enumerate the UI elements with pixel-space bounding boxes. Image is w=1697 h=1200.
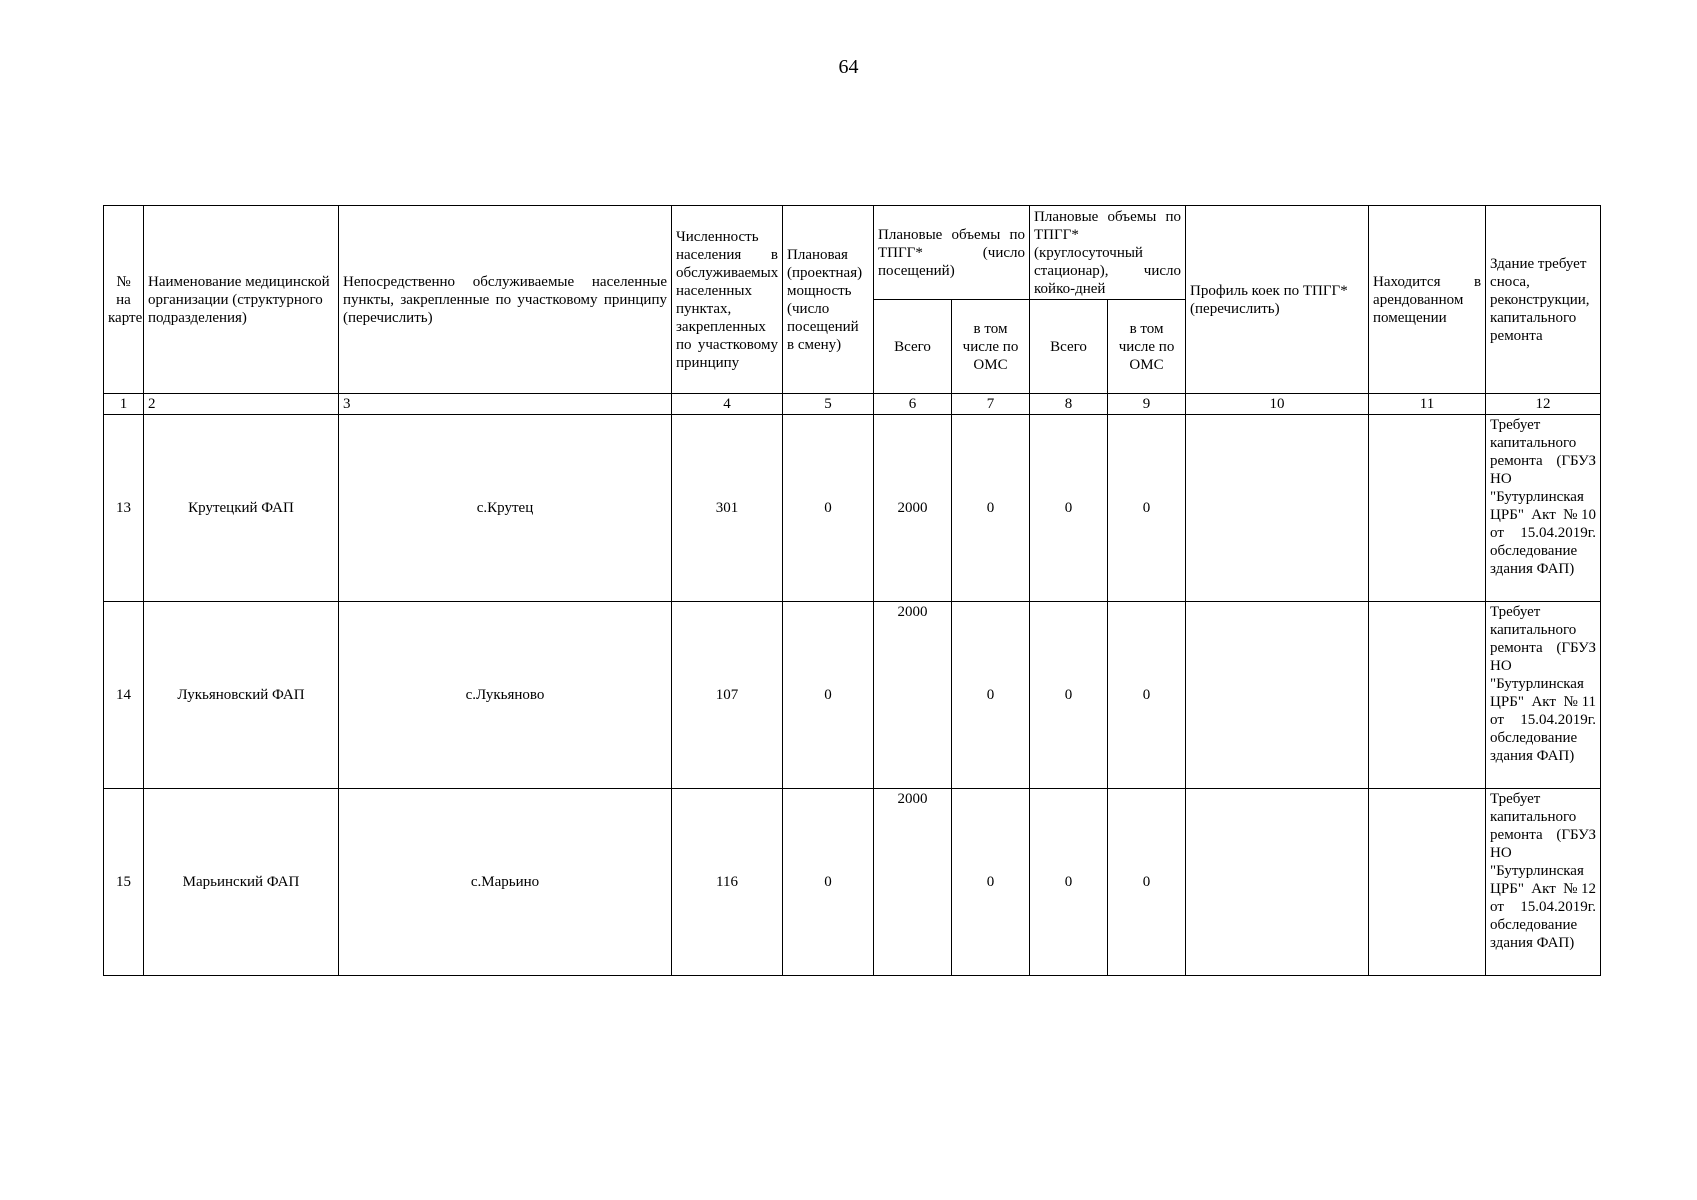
cell-org-name: Крутецкий ФАП (144, 415, 339, 602)
cell-settlements: с.Крутец (339, 415, 672, 602)
column-number: 3 (339, 394, 672, 415)
cell-rented (1369, 602, 1486, 789)
cell-beddays-oms: 0 (1108, 789, 1186, 976)
cell-building-status: Требует капитального ремонта (ГБУЗ НО "Бутурлинская ЦРБ" Акт №11 от 15.04.2019г. обследование здания ФАП) (1486, 602, 1601, 789)
cell-visits-oms: 0 (952, 415, 1030, 602)
column-number: 8 (1030, 394, 1108, 415)
header-visits-oms: в том числе по ОМС (952, 300, 1030, 394)
cell-bed-profile (1186, 789, 1369, 976)
cell-map-number: 14 (104, 602, 144, 789)
column-number: 5 (783, 394, 874, 415)
table-body (104, 415, 1601, 976)
header-org-name: Наименование медицинской организации (структурного подразделения) (144, 206, 339, 394)
header-population: Численность населения в обслуживаемых населенных пунктах, закрепленных по участковому принципу (672, 206, 783, 394)
cell-bed-profile (1186, 602, 1369, 789)
header-visits-group: Плановые объемы по ТПГГ* (число посещений) (874, 206, 1030, 300)
header-settlements: Непосредственно обслуживаемые населенные пункты, закрепленные по участковому принципу (перечислить) (339, 206, 672, 394)
header-beddays-total: Всего (1030, 300, 1108, 394)
cell-beddays-total: 0 (1030, 789, 1108, 976)
cell-beddays-oms: 0 (1108, 415, 1186, 602)
column-number: 6 (874, 394, 952, 415)
column-number: 4 (672, 394, 783, 415)
column-number: 2 (144, 394, 339, 415)
header-rented: Находится в арендованном помещении (1369, 206, 1486, 394)
cell-rented (1369, 789, 1486, 976)
cell-map-number: 13 (104, 415, 144, 602)
cell-bed-profile (1186, 415, 1369, 602)
cell-rented (1369, 415, 1486, 602)
cell-org-name: Лукьяновский ФАП (144, 602, 339, 789)
header-visits-total: Всего (874, 300, 952, 394)
cell-beddays-total: 0 (1030, 415, 1108, 602)
header-map-number: № на карте (104, 206, 144, 394)
column-number: 1 (104, 394, 144, 415)
cell-map-number: 15 (104, 789, 144, 976)
cell-population: 107 (672, 602, 783, 789)
cell-building-status: Требует капитального ремонта (ГБУЗ НО "Бутурлинская ЦРБ" Акт №12 от 15.04.2019г. обследование здания ФАП) (1486, 789, 1601, 976)
table-header (104, 206, 1601, 415)
cell-settlements: с.Марьино (339, 789, 672, 976)
column-number: 7 (952, 394, 1030, 415)
header-beddays-oms: в том числе по ОМС (1108, 300, 1186, 394)
cell-capacity: 0 (783, 415, 874, 602)
cell-beddays-total: 0 (1030, 602, 1108, 789)
column-numbers-row (104, 394, 1601, 415)
page-number: 64 (838, 56, 859, 78)
cell-population: 301 (672, 415, 783, 602)
cell-capacity: 0 (783, 602, 874, 789)
header-capacity: Плановая (проектная) мощность (число посещений в смену) (783, 206, 874, 394)
cell-beddays-oms: 0 (1108, 602, 1186, 789)
cell-visits-total: 2000 (874, 415, 952, 602)
cell-settlements: с.Лукьяново (339, 602, 672, 789)
cell-population: 116 (672, 789, 783, 976)
table-row (104, 415, 1601, 602)
column-number: 9 (1108, 394, 1186, 415)
header-building-status: Здание требует сноса, реконструкции, капитального ремонта (1486, 206, 1601, 394)
table-row (104, 602, 1601, 789)
column-number: 12 (1486, 394, 1601, 415)
cell-visits-oms: 0 (952, 602, 1030, 789)
cell-visits-total: 2000 (874, 789, 952, 976)
cell-capacity: 0 (783, 789, 874, 976)
facilities-table (103, 205, 1601, 976)
table-row (104, 789, 1601, 976)
cell-org-name: Марьинский ФАП (144, 789, 339, 976)
header-beddays-group: Плановые объемы по ТПГГ* (круглосуточный стационар), число койко-дней (1030, 206, 1186, 300)
cell-visits-oms: 0 (952, 789, 1030, 976)
column-number: 11 (1369, 394, 1486, 415)
cell-building-status: Требует капитального ремонта (ГБУЗ НО "Бутурлинская ЦРБ" Акт №10 от 15.04.2019г. обследование здания ФАП) (1486, 415, 1601, 602)
column-number: 10 (1186, 394, 1369, 415)
cell-visits-total: 2000 (874, 602, 952, 789)
header-bed-profile: Профиль коек по ТПГГ* (перечислить) (1186, 206, 1369, 394)
